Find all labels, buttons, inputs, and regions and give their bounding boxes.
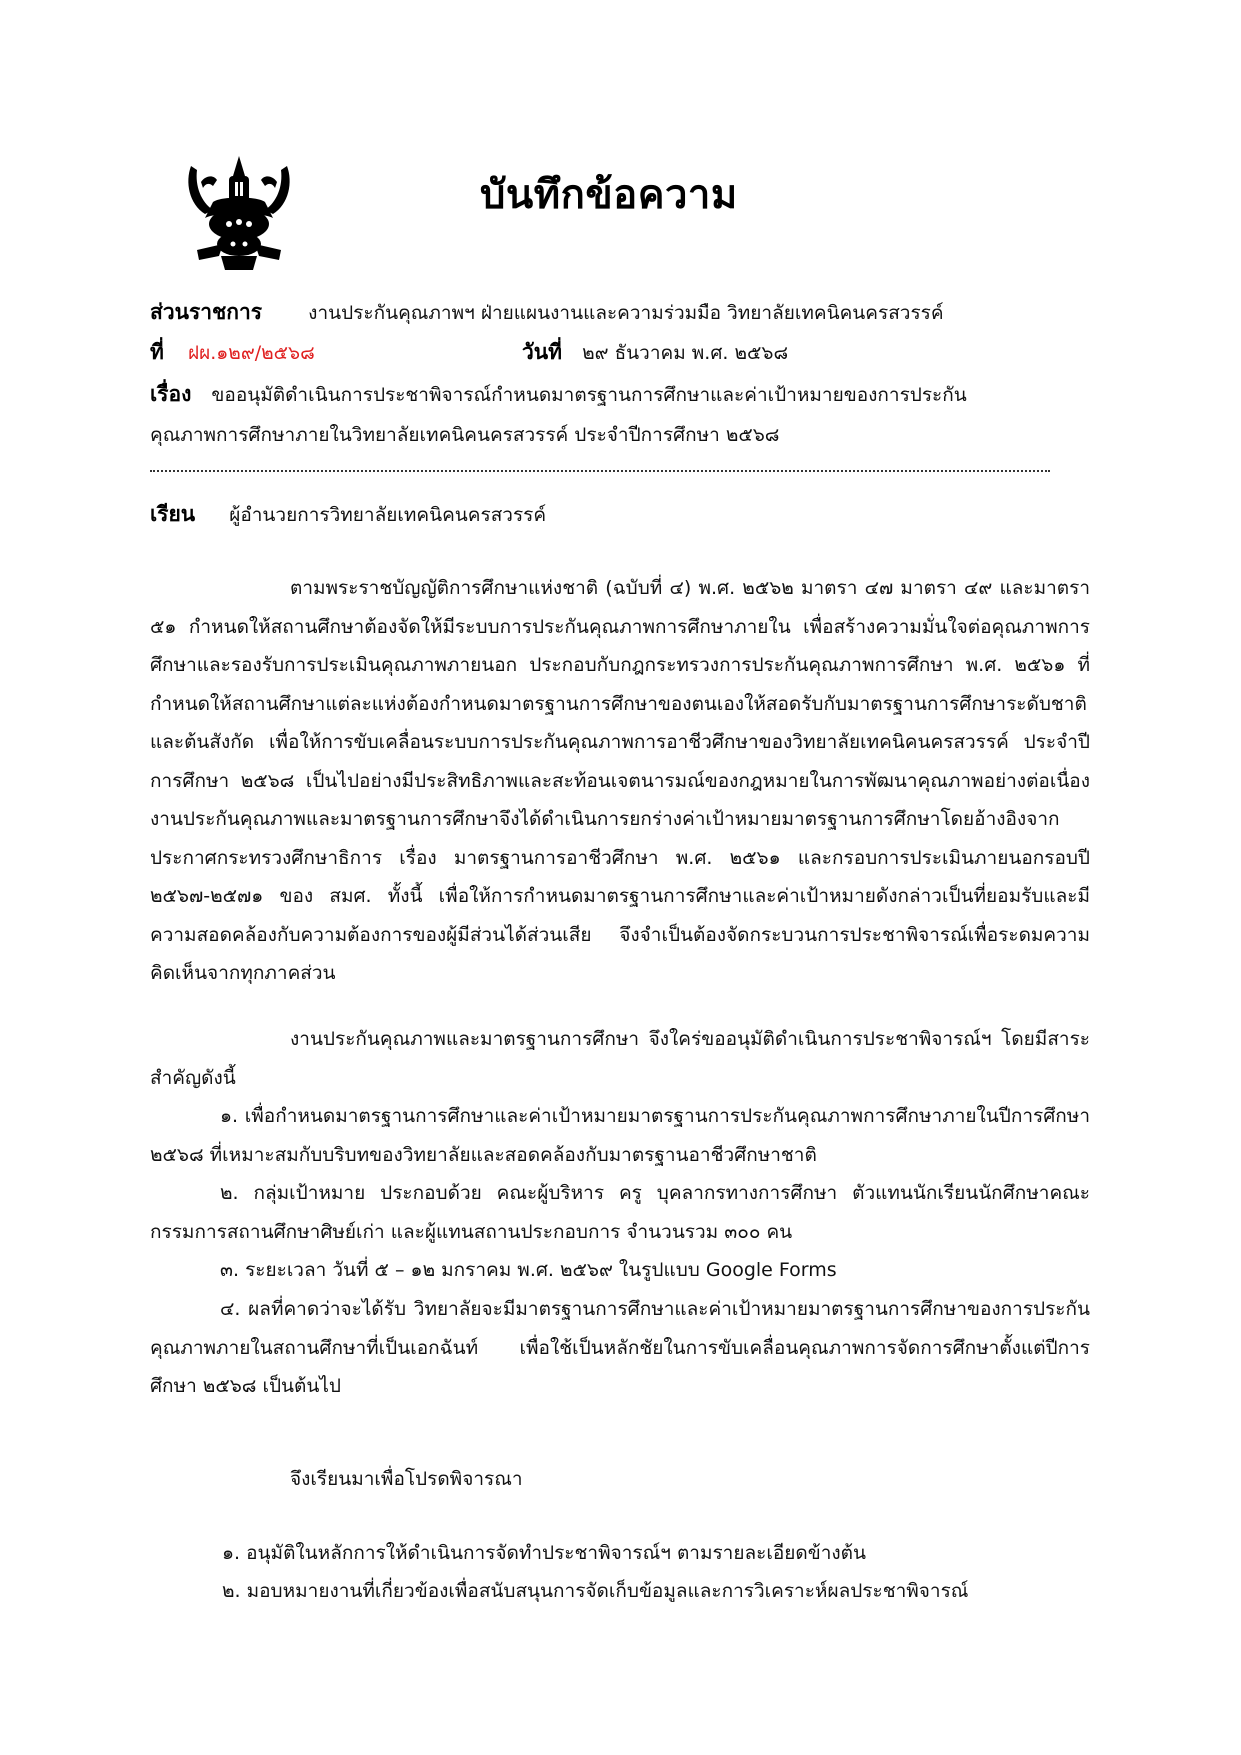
body-paragraph-2: งานประกันคุณภาพและมาตรฐานการศึกษา จึงใคร่ขออนุมัติดำเนินการประชาพิจารณ์ฯ โดยมีสาระสำคัญดังนี้ (150, 1028, 1090, 1089)
document-title: บันทึกข้อความ (480, 172, 738, 218)
date-label: วันที่ (522, 340, 562, 364)
list-item-1: ๑. เพื่อกำหนดมาตรฐานการศึกษาและค่าเป้าหมายมาตรฐานการประกันคุณภาพการศึกษาภายในปีการศึกษา ๒๕๖๘ ที่เหมาะสมกับบริบทของวิทยาลัยและสอดคล้องกับมาตรฐานอาชีวศึกษาชาติ (150, 1105, 1090, 1166)
request-item-1: ๑. อนุมัติในหลักการให้ดำเนินการจัดทำประชาพิจารณ์ฯ ตามรายละเอียดข้างต้น (222, 1542, 866, 1564)
addressee-value: ผู้อำนวยการวิทยาลัยเทคนิคนครสวรรค์ (229, 504, 547, 526)
list-item-2: ๒. กลุ่มเป้าหมาย ประกอบด้วย คณะผู้บริหาร ครู บุคลากรทางการศึกษา ตัวแทนนักเรียนนักศึกษาคณะกรรมการสถานศึกษาศิษย์เก่า และผู้แทนสถานประกอบการ จำนวนรวม ๓๐๐ คน (150, 1182, 1090, 1243)
closing-text: จึงเรียนมาเพื่อโปรดพิจารณา (290, 1468, 523, 1490)
reference-number: ฝผ.๑๒๙/๒๕๖๘ (187, 342, 315, 364)
date-row (522, 340, 788, 365)
subject-label: เรื่อง (150, 382, 192, 406)
reference-row (150, 340, 315, 365)
department-value: งานประกันคุณภาพฯ ฝ่ายแผนงานและความร่วมมือ วิทยาลัยเทคนิคนครสวรรค์ (308, 302, 944, 324)
garuda-emblem-icon (183, 152, 295, 270)
department-label: ส่วนราชการ (150, 300, 263, 324)
subject-line-2: คุณภาพการศึกษาภายในวิทยาลัยเทคนิคนครสวรรค์ ประจำปีการศึกษา ๒๕๖๘ (150, 424, 780, 446)
list-item-4: ๔. ผลที่คาดว่าจะได้รับ วิทยาลัยจะมีมาตรฐานการศึกษาและค่าเป้าหมายมาตรฐานการศึกษาของการประกันคุณภาพภายในสถานศึกษาที่เป็นเอกฉันท์ เพื่อใช้เป็นหลักชัยในการขับเคลื่อนคุณภาพการจัดการศึกษาตั้งแต่ปีการศึกษา ๒๕๖๘ เป็นต้นไป (150, 1298, 1090, 1397)
dotted-divider (150, 470, 1050, 474)
subject-line-1: ขออนุมัติดำเนินการประชาพิจารณ์กำหนดมาตรฐานการศึกษาและค่าเป้าหมายของการประกัน (211, 384, 967, 406)
addressee-label: เรียน (150, 502, 196, 526)
body-paragraph-1: ตามพระราชบัญญัติการศึกษาแห่งชาติ (ฉบับที่ ๔) พ.ศ. ๒๕๖๒ มาตรา ๔๗ มาตรา ๔๙ และมาตรา ๕๑ กำหนดให้สถานศึกษาต้องจัดให้มีระบบการประกันคุณภาพการศึกษาภายใน เพื่อสร้างความมั่นใจต่อคุณภาพการศึกษาและรองรับการประเมินคุณภาพภายนอก ประกอบกับกฎกระทรวงการประกันคุณภาพการศึกษา พ.ศ. ๒๕๖๑ ที่กำหนดให้สถานศึกษาแต่ละแห่งต้องกำหนดมาตรฐานการศึกษาของตนเองให้สอดรับกับมาตรฐานการศึกษาระดับชาติและต้นสังกัด เพื่อให้การขับเคลื่อนระบบการประกันคุณภาพการอาชีวศึกษาของวิทยาลัยเทคนิคนครสวรรค์ ประจำปีการศึกษา ๒๕๖๘ เป็นไปอย่างมีประสิทธิภาพและสะท้อนเจตนารมณ์ของกฎหมายในการพัฒนาคุณภาพอย่างต่อเนื่อง งานประกันคุณภาพและมาตรฐานการศึกษาจึงได้ดำเนินการยกร่างค่าเป้าหมายมาตรฐานการศึกษาโดยอ้างอิงจากประกาศกระทรวงศึกษาธิการ เรื่อง มาตรฐานการอาชีวศึกษา พ.ศ. ๒๕๖๑ และกรอบการประเมินภายนอกรอบปี ๒๕๖๗-๒๕๗๑ ของ สมศ. ทั้งนี้ เพื่อให้การกำหนดมาตรฐานการศึกษาและค่าเป้าหมายดังกล่าวเป็นที่ยอมรับและมีความสอดคล้องกับความต้องการของผู้มีส่วนได้ส่วนเสีย จึงจำเป็นต้องจัดกระบวนการประชาพิจารณ์เพื่อระดมความคิดเห็นจากทุกภาคส่วน (150, 577, 1090, 984)
addressee-row (150, 502, 546, 527)
reference-label: ที่ (150, 340, 164, 364)
list-item-3: ๓. ระยะเวลา วันที่ ๕ – ๑๒ มกราคม พ.ศ. ๒๕๖๙ ในรูปแบบ Google Forms (220, 1259, 837, 1281)
request-item-2: ๒. มอบหมายงานที่เกี่ยวข้องเพื่อสนับสนุนการจัดเก็บข้อมูลและการวิเคราะห์ผลประชาพิจารณ์ (222, 1580, 969, 1602)
date-value: ๒๙ ธันวาคม พ.ศ. ๒๕๖๘ (582, 342, 789, 364)
department-row (150, 300, 944, 325)
subject-row (150, 382, 967, 407)
